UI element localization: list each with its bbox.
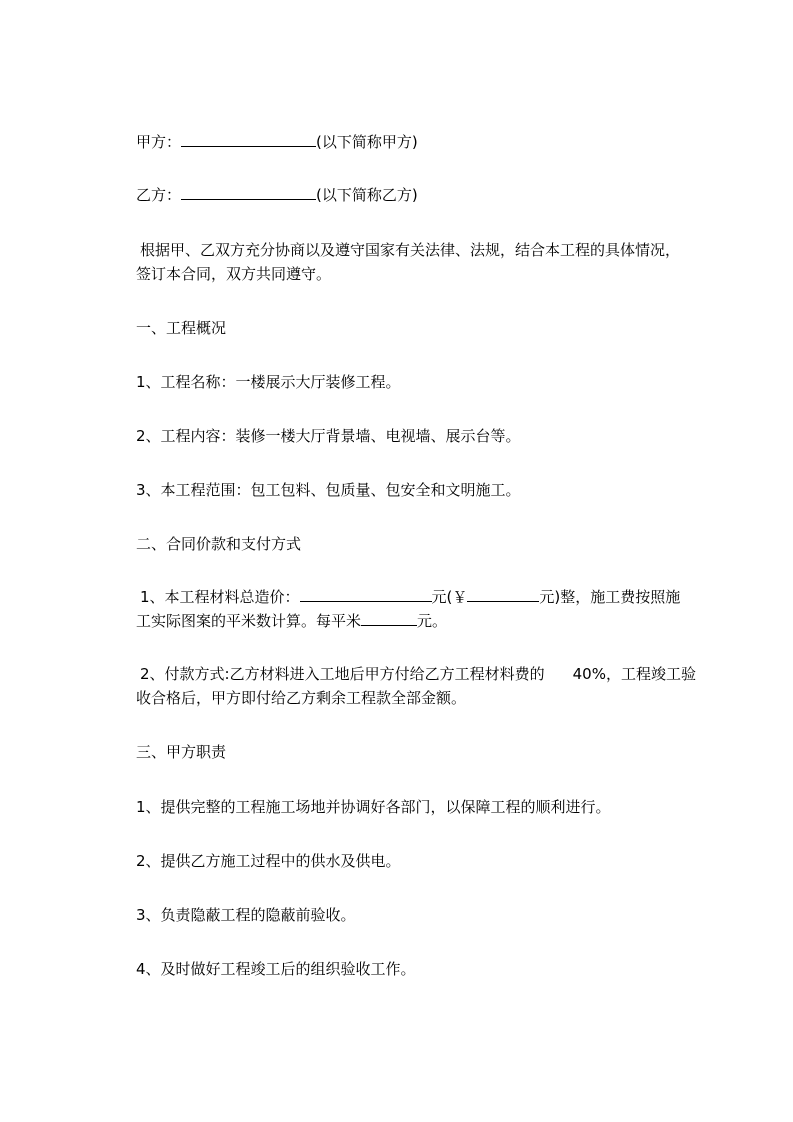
total-cost-rmb-blank: [467, 587, 539, 602]
section-2-item-2-line-2: 收合格后，甲方即付给乙方剩余工程款全部金额。: [136, 689, 467, 707]
section-1-heading: 一、工程概况: [136, 319, 227, 337]
section-3-item-1: 1、提供完整的工程施工场地并协调好各部门，以保障工程的顺利进行。: [136, 798, 611, 816]
preamble-line-1: 根据甲、乙双方充分协商以及遵守国家有关法律、法规，结合本工程的具体情况，: [140, 241, 681, 259]
section-1-item-3: 3、本工程范围：包工包料、包质量、包安全和文明施工。: [136, 481, 521, 499]
section-1-item-2: 2、工程内容：装修一楼大厅背景墙、电视墙、展示台等。: [136, 427, 521, 445]
section-3-item-3: 3、负责隐蔽工程的隐蔽前验收。: [136, 906, 356, 924]
section-2-item-2-line-1: [140, 664, 696, 684]
unit-price-blank: [361, 611, 417, 626]
party-a-blank: [181, 132, 316, 147]
payment-method-text: 2、付款方式:乙方材料进入工地后甲方付给乙方工程材料费的: [140, 665, 545, 683]
party-a-suffix: (以下简称甲方): [316, 133, 418, 151]
unit-price-suffix: 元。: [417, 612, 448, 630]
section-2-item-1-line-2: [136, 611, 447, 631]
section-3-item-2: 2、提供乙方施工过程中的供水及供电。: [136, 852, 401, 870]
total-cost-mid-2: 元)整，施工费按照施: [539, 588, 681, 606]
unit-price-prefix: 工实际图案的平米数计算。每平米: [136, 612, 362, 630]
section-1-item-1: 1、工程名称：一楼展示大厅装修工程。: [136, 373, 401, 391]
party-b-suffix: (以下简称乙方): [316, 186, 418, 204]
party-b-blank: [181, 185, 316, 200]
party-a-line: [136, 132, 418, 152]
party-b-label: 乙方：: [136, 186, 182, 204]
total-cost-prefix: 1、本工程材料总造价：: [140, 588, 300, 606]
preamble-line-2: 签订本合同，双方共同遵守。: [136, 265, 332, 283]
total-cost-mid-1: 元(￥: [431, 588, 468, 606]
section-2-heading: 二、合同价款和支付方式: [136, 535, 302, 553]
payment-percent-text: 40%，工程竣工验: [572, 665, 696, 683]
total-cost-blank: [300, 587, 432, 602]
section-2-item-1-line-1: [140, 587, 680, 607]
section-3-item-4: 4、及时做好工程竣工后的组织验收工作。: [136, 960, 416, 978]
section-3-heading: 三、甲方职责: [136, 743, 227, 761]
party-b-line: [136, 185, 418, 205]
party-a-label: 甲方：: [136, 133, 182, 151]
